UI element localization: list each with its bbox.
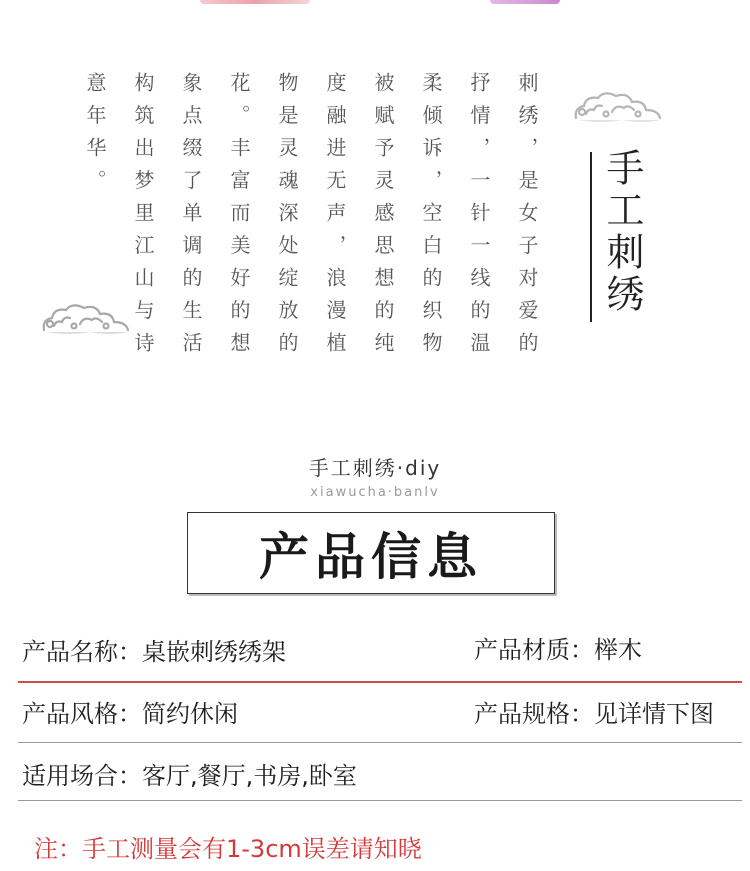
divider [18, 681, 742, 683]
info-cell [474, 630, 642, 665]
info-row [0, 694, 750, 734]
poem-column: 花。丰富而美好的想 [227, 72, 251, 365]
top-decoration [0, 0, 750, 6]
info-label: 产品风格： [22, 700, 142, 728]
info-cell [22, 694, 238, 729]
poem-column: 构筑出梦里江山与诗 [131, 72, 155, 365]
title-divider [590, 152, 592, 322]
info-cell [22, 632, 286, 667]
info-value: 桌嵌刺绣绣架 [142, 638, 286, 666]
poem-column: 刺绣，是女子对爱的 [515, 72, 539, 365]
info-label: 适用场合： [22, 762, 142, 790]
poem-column: 柔倾诉，空白的织物 [419, 72, 443, 365]
info-value: 见详情下图 [594, 700, 714, 728]
info-label: 产品规格： [474, 700, 594, 728]
brand-subtitle: xiawucha·banlv [310, 485, 440, 500]
page-title: 手工刺绣 [600, 148, 644, 316]
info-value: 简约休闲 [142, 700, 238, 728]
measurement-note: 注：手工测量会有1-3cm误差请知晓 [34, 835, 422, 863]
info-row [0, 756, 750, 796]
poem-column: 度融进无声，浪漫植 [323, 72, 347, 365]
info-label: 产品名称： [22, 638, 142, 666]
pink-flower-edge [200, 0, 310, 4]
poem-column: 抒情，一针一线的温 [467, 72, 491, 365]
info-value: 客厅,餐厅,书房,卧室 [142, 762, 357, 790]
info-row [0, 632, 750, 672]
cloud-icon [40, 298, 132, 338]
poem-column: 物是灵魂深处绽放的 [275, 72, 299, 365]
poem-column: 被赋予灵感思想的纯 [371, 72, 395, 365]
info-value: 榉木 [594, 636, 642, 664]
section-title-box [187, 512, 555, 594]
cloud-icon [572, 88, 664, 126]
poem-column: 象点缀了单调的生活 [179, 72, 203, 365]
info-label: 产品材质： [474, 636, 594, 664]
divider [18, 742, 742, 743]
info-cell [474, 694, 714, 729]
section-title: 产品信息 [259, 528, 483, 586]
poem-column: 意年华。 [83, 72, 107, 202]
info-cell [22, 756, 357, 791]
divider [18, 800, 742, 801]
brand-name: 手工刺绣·diy [308, 456, 442, 480]
poem [78, 72, 548, 372]
purple-flower-edge [490, 0, 560, 4]
